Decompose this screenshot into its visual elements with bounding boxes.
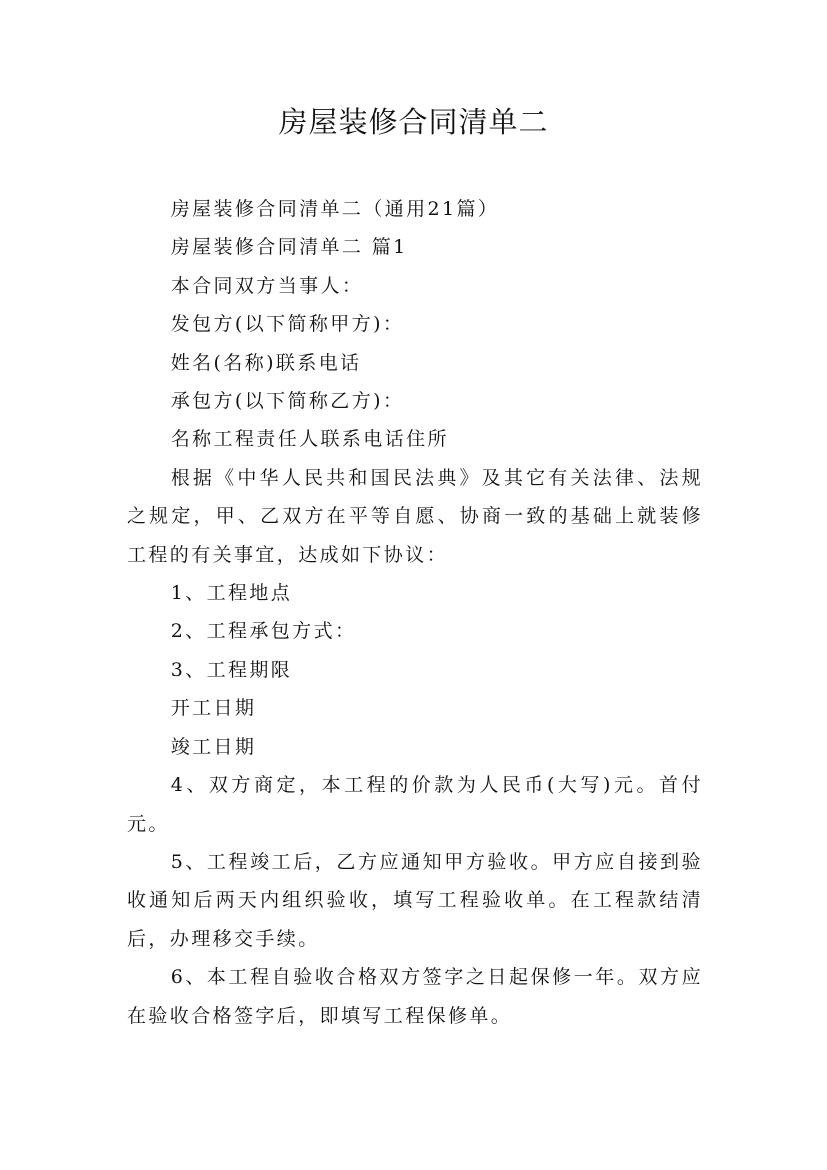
paragraph-clause-4: 4、双方商定，本工程的价款为人民币(大写)元。首付元。 [127, 774, 703, 835]
paragraph-party-b: 承包方(以下简称乙方)： [170, 390, 405, 413]
paragraph-party-a: 发包方(以下简称甲方)： [170, 313, 405, 336]
paragraph-clause-5: 5、工程竣工后，乙方应通知甲方验收。甲方应自接到验收通知后两天内组织验收，填写工程验收单。在工程款结清后，办理移交手续。 [127, 850, 703, 950]
paragraph-section-heading: 房屋装修合同清单二 篇1 [170, 236, 408, 259]
paragraph-party-a-name: 姓名(名称)联系电话 [170, 351, 362, 374]
paragraph-legal-basis: 根据《中华人民共和国民法典》及其它有关法律、法规之规定，甲、乙双方在平等自愿、协商一致的基础上就装修工程的有关事宜，达成如下协议： [127, 466, 703, 566]
paragraph-clause-3: 3、工程期限 [170, 658, 293, 681]
document-title: 房屋装修合同清单二 [278, 105, 549, 139]
document-body [127, 190, 703, 1035]
paragraph-clause-2: 2、工程承包方式： [170, 620, 357, 643]
paragraph-start-date: 开工日期 [170, 697, 257, 720]
paragraph-end-date: 竣工日期 [170, 735, 257, 758]
paragraph-clause-6: 6、本工程自验收合格双方签字之日起保修一年。双方应在验收合格签字后，即填写工程保修单。 [127, 966, 703, 1027]
paragraph-clause-1: 1、工程地点 [170, 582, 293, 605]
paragraph-subtitle: 房屋装修合同清单二（通用21篇） [170, 198, 500, 220]
paragraph-parties-intro: 本合同双方当事人： [170, 274, 364, 297]
paragraph-party-b-name: 名称工程责任人联系电话住所 [170, 428, 449, 451]
